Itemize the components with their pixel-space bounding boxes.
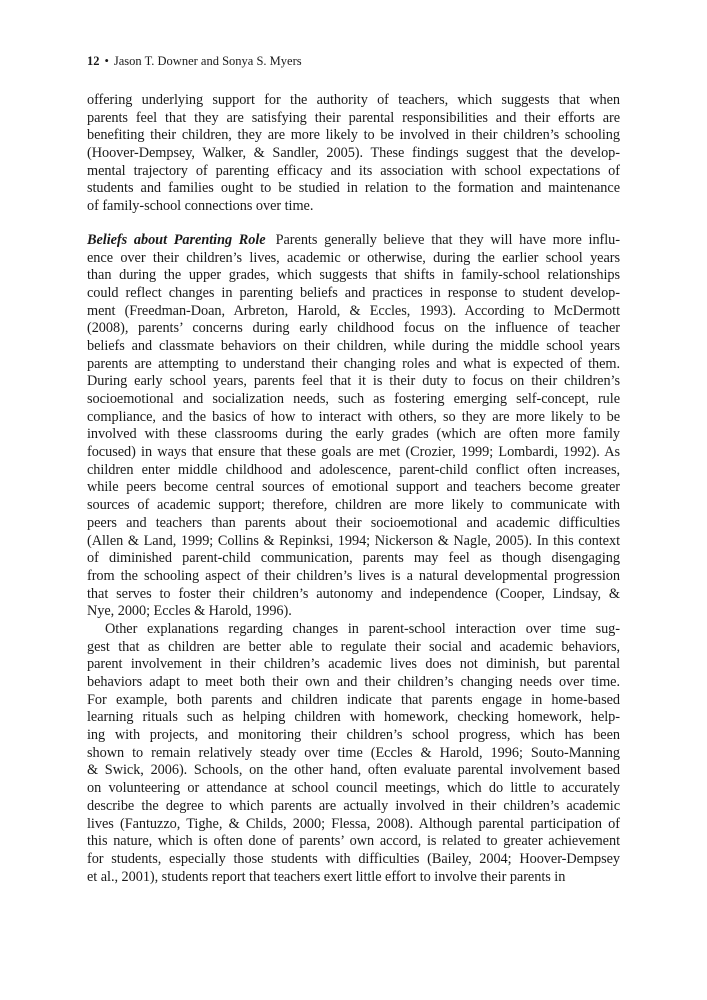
text-line xyxy=(87,198,620,216)
page-number: 12 xyxy=(87,54,100,68)
text-line xyxy=(87,391,620,409)
text-line xyxy=(87,586,620,604)
text-line xyxy=(87,515,620,533)
text-line xyxy=(87,285,620,303)
text-line xyxy=(87,267,620,285)
line-text: benefiting their children, they are more likely to be involved in their children’s schooling xyxy=(87,127,620,144)
line-text: for students, especially those students with difficulties (Bailey, 2004; Hoover-Dempsey xyxy=(87,850,620,867)
line-text: behaviors adapt to meet both their own and their children’s changing needs over time. xyxy=(87,674,620,690)
text-line xyxy=(87,745,620,763)
line-text: parent involvement in their children’s academic lives does not diminish, but parental xyxy=(87,656,620,673)
line-text: beliefs and classmate behaviors on their children, while during the middle school years xyxy=(87,337,620,354)
text-line xyxy=(87,603,620,621)
text-line xyxy=(87,444,620,462)
text-line xyxy=(87,550,620,568)
text-line xyxy=(87,356,620,374)
line-text: describe the degree to which parents are actually involved in their children’s academic xyxy=(87,797,620,814)
line-text: During early school years, parents feel that it is their duty to focus on their children’s xyxy=(87,373,620,390)
line-text: Nye, 2000; Eccles & Harold, 1996). xyxy=(87,603,292,620)
text-line xyxy=(87,798,620,816)
text-line xyxy=(87,780,620,798)
line-text: parents are attempting to understand their changing roles and what is expected of them. xyxy=(87,355,620,372)
line-text: & Swick, 2006). Schools, on the other hand, often evaluate parental involvement based xyxy=(87,762,620,779)
running-head-authors: Jason T. Downer and Sonya S. Myers xyxy=(113,54,302,68)
line-text: mental trajectory of parenting efficacy and its association with school expectations of xyxy=(87,162,620,179)
text-line xyxy=(87,497,620,515)
text-line xyxy=(87,479,620,497)
text-line xyxy=(87,656,620,674)
line-text: while peers become central sources of emotional support and teachers become greater xyxy=(87,479,620,496)
section-paragraph-beliefs-parenting-role xyxy=(87,232,620,621)
line-text: students and families ought to be studied in relation to the formation and maintenance xyxy=(87,180,620,197)
line-text: (Allen & Land, 1999; Collins & Repinksi, 1994; Nickerson & Nagle, 2005). In this context xyxy=(87,532,620,549)
line-text: For example, both parents and children indicate that parents engage in home-based xyxy=(87,691,620,708)
line-text: sources of academic support; therefore, children are more likely to communicate with xyxy=(87,497,620,514)
line-text: of family-school connections over time. xyxy=(87,198,314,215)
line-text: peers and teachers than parents about their socioemotional and academic difficulties xyxy=(87,514,620,531)
line-text: that serves to foster their children’s autonomy and independence (Cooper, Lindsay, & xyxy=(87,585,620,602)
line-text: Other explanations regarding changes in parent-school interaction over time sug- xyxy=(105,620,620,637)
text-line xyxy=(87,692,620,710)
text-line xyxy=(87,92,620,110)
text-line xyxy=(87,320,620,338)
text-line xyxy=(87,816,620,834)
text-line xyxy=(87,639,620,657)
paragraph xyxy=(87,621,620,886)
text-line xyxy=(87,851,620,869)
text-line xyxy=(87,303,620,321)
paragraph-gap xyxy=(87,216,620,232)
line-text: children enter middle childhood and adolescence, parent-child conflict often increases, xyxy=(87,461,620,478)
line-text: offering underlying support for the authority of teachers, which suggests that when xyxy=(87,92,620,108)
text-line xyxy=(87,833,620,851)
text-line xyxy=(87,709,620,727)
line-text: from the schooling aspect of their children’s lives is a natural developmental progression xyxy=(87,567,620,584)
line-text: (Hoover-Dempsey, Walker, & Sandler, 2005). These findings suggest that the develop- xyxy=(87,145,620,162)
line-text: Parents generally believe that they will have more influ- xyxy=(275,231,620,248)
line-text: could reflect changes in parenting beliefs and practices in response to student develop- xyxy=(87,284,620,301)
run-in-heading: Beliefs about Parenting Role xyxy=(87,231,266,248)
bullet-separator: • xyxy=(104,54,109,68)
line-text: gest that as children are better able to regulate their social and academic behaviors, xyxy=(87,638,620,655)
line-text: than during the upper grades, which suggests that shifts in family-school relationships xyxy=(87,267,620,284)
text-line xyxy=(87,163,620,181)
line-text: ment (Freedman-Doan, Arbreton, Harold, & Eccles, 1993). According to McDermott xyxy=(87,302,620,319)
text-line xyxy=(87,250,620,268)
line-text: (2008), parents’ concerns during early childhood focus on the influence of teacher xyxy=(87,320,620,337)
line-text: compliance, and the basics of how to interact with others, so they are more likely to be xyxy=(87,408,620,425)
text-line xyxy=(87,127,620,145)
line-text: focused) in ways that ensure that these goals are met (Crozier, 1999; Lombardi, 1992). As xyxy=(87,444,620,461)
line-text: involved with these classrooms during the early grades (which are often more family xyxy=(87,426,620,443)
line-text: learning rituals such as helping children with homework, checking homework, help- xyxy=(87,709,620,726)
text-line xyxy=(87,869,620,887)
text-line xyxy=(87,568,620,586)
body-text xyxy=(87,92,620,886)
paragraph xyxy=(87,92,620,216)
text-line xyxy=(87,621,620,639)
line-text: this nature, which is often done of parents’ own accord, is related to greater achievement xyxy=(87,833,620,850)
text-line xyxy=(87,426,620,444)
text-line xyxy=(87,232,620,250)
text-line xyxy=(87,180,620,198)
line-text: shown to remain relatively steady over time (Eccles & Harold, 1996; Souto-Manning xyxy=(87,744,620,761)
text-line xyxy=(87,409,620,427)
text-line xyxy=(87,145,620,163)
running-head xyxy=(87,53,302,69)
line-text: lives (Fantuzzo, Tighe, & Childs, 2000; Flessa, 2008). Although parental participation of xyxy=(87,815,620,832)
text-line xyxy=(87,674,620,692)
line-text: ence over their children’s lives, academic or otherwise, during the earlier school years xyxy=(87,249,620,266)
line-text: parents feel that they are satisfying their parental responsibilities and their efforts are xyxy=(87,109,620,126)
text-line xyxy=(87,727,620,745)
line-text: of diminished parent-child communication, parents may feel as though disengaging xyxy=(87,550,620,567)
line-text: et al., 2001), students report that teachers exert little effort to involve their parents in xyxy=(87,868,566,885)
line-text: on volunteering or attendance at school council meetings, which do little to accurately xyxy=(87,780,620,797)
text-line xyxy=(87,762,620,780)
line-text: socioemotional and socialization needs, such as fostering emerging self-concept, rule xyxy=(87,391,620,407)
text-line xyxy=(87,110,620,128)
text-line xyxy=(87,533,620,551)
text-line xyxy=(87,373,620,391)
line-text: ing with projects, and monitoring their children’s school progress, which has been xyxy=(87,727,620,744)
text-line xyxy=(87,462,620,480)
text-line xyxy=(87,338,620,356)
